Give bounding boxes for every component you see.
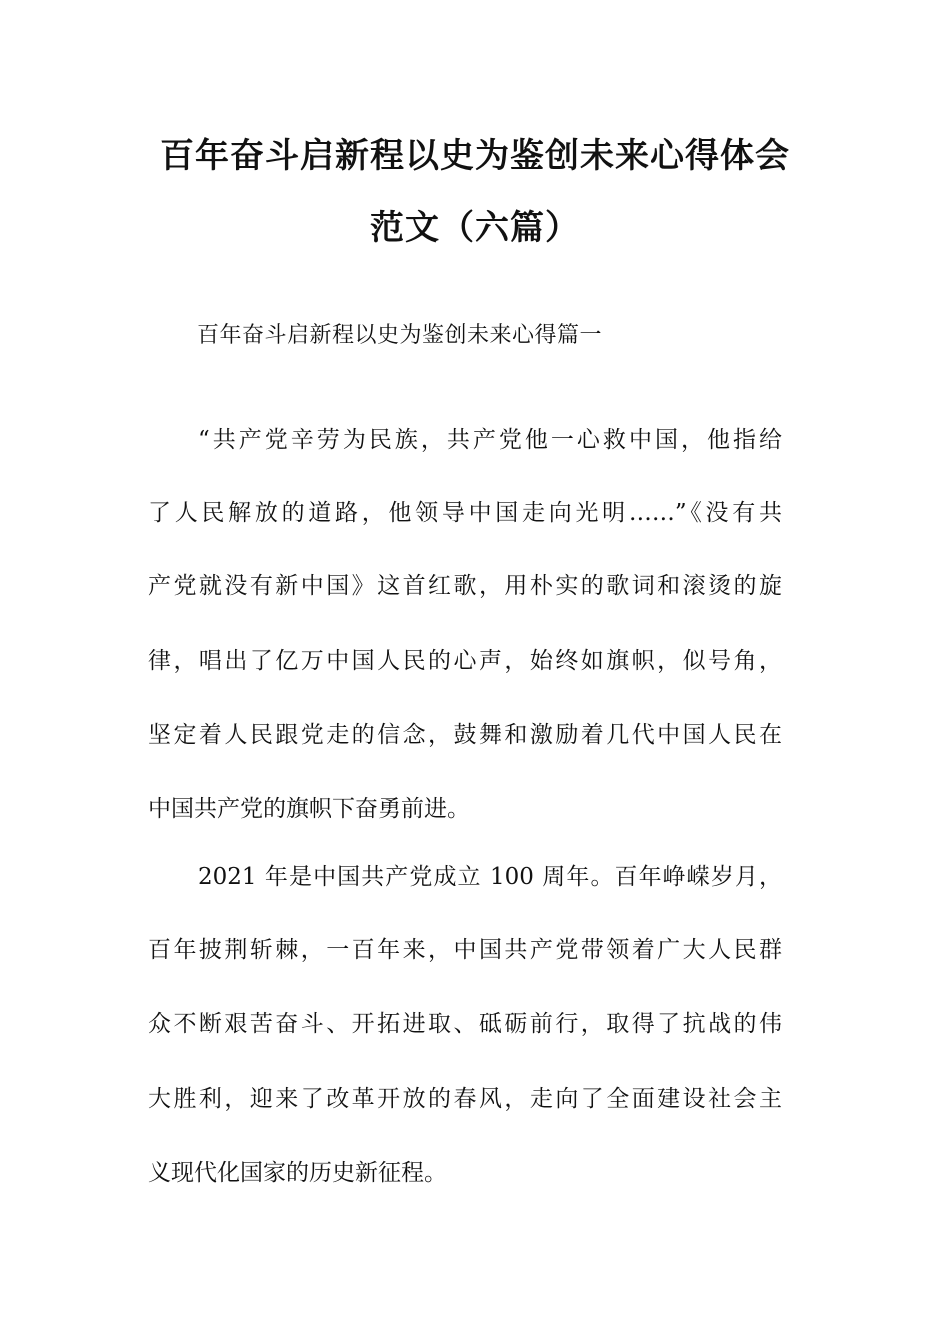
- paragraph-2-line-2: 百年披荆斩棘，一百年来，中国共产党带领着广大人民群: [148, 937, 782, 963]
- paragraph-1-line-5: 坚定着人民跟党走的信念，鼓舞和激励着几代中国人民在: [148, 722, 782, 748]
- paragraph-2-line-4: 大胜利，迎来了改革开放的春风，走向了全面建设社会主: [148, 1086, 782, 1112]
- paragraph-2-line-3: 众不断艰苦奋斗、开拓进取、砥砺前行，取得了抗战的伟: [148, 1011, 782, 1037]
- section-heading: 百年奋斗启新程以史为鉴创未来心得篇一: [197, 323, 603, 348]
- document-title-line-1: 百年奋斗启新程以史为鉴创未来心得体会: [160, 136, 790, 176]
- document-title-line-2: 范文（六篇）: [370, 208, 580, 248]
- paragraph-1-line-1: “共产党辛劳为民族，共产党他一心救中国，他指给: [198, 427, 782, 453]
- paragraph-2-line-1: 2021 年是中国共产党成立 100 周年。百年峥嵘岁月，: [198, 864, 782, 890]
- paragraph-1-line-3: 产党就没有新中国》这首红歌，用朴实的歌词和滚烫的旋: [148, 573, 782, 599]
- paragraph-2-line-5: 义现代化国家的历史新征程。: [148, 1160, 447, 1186]
- paragraph-1-line-2: 了人民解放的道路，他领导中国走向光明……”《没有共: [148, 500, 782, 526]
- paragraph-1-line-6: 中国共产党的旗帜下奋勇前进。: [148, 796, 470, 822]
- paragraph-1-line-4: 律，唱出了亿万中国人民的心声，始终如旗帜，似号角，: [148, 648, 782, 674]
